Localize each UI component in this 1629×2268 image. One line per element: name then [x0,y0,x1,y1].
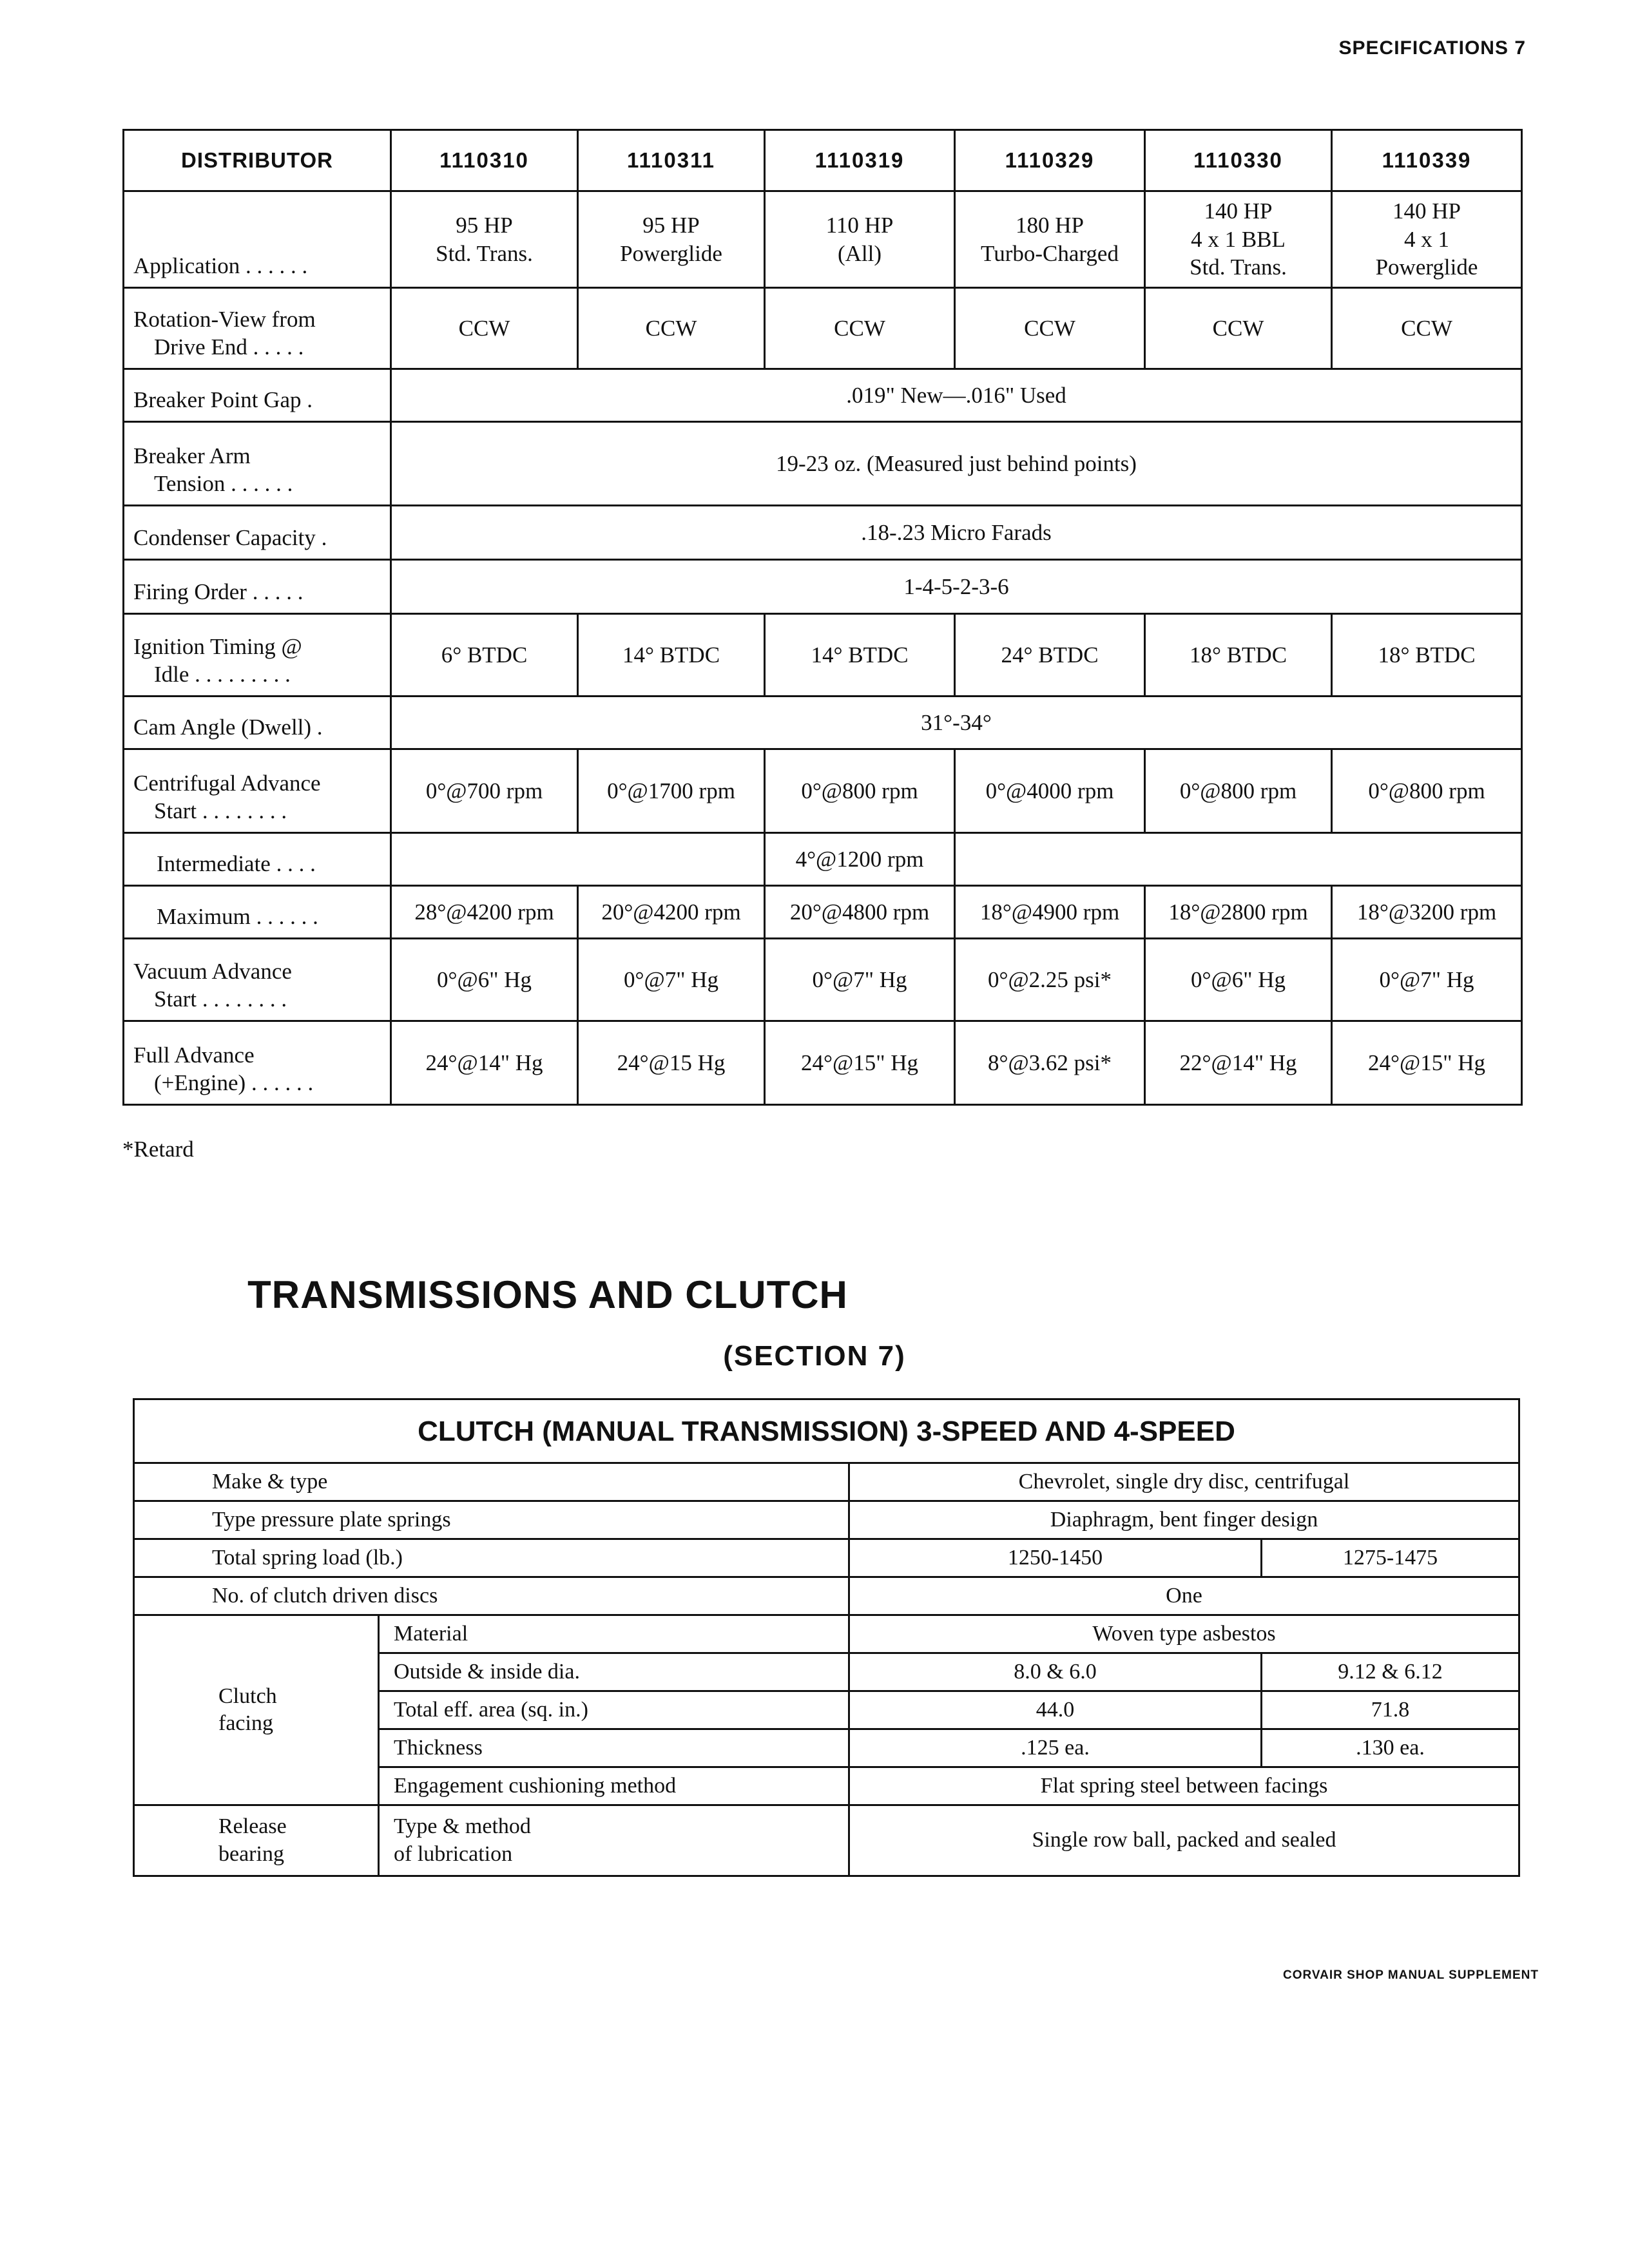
cell-ignition-4: 24° BTDC [955,614,1145,697]
cell-rotation-6: CCW [1332,288,1522,369]
cell-thickness-1: .125 ea. [849,1729,1262,1767]
row-label-vacuum-start: Vacuum Advance Start . . . . . . . . [124,939,391,1021]
table-row-application [124,191,1522,288]
table-row-firing-order [124,560,1522,614]
cell-intermediate: 4°@1200 rpm [765,833,955,886]
row-label-breaker-arm: Breaker Arm Tension . . . . . . [124,422,391,506]
page-header: SPECIFICATIONS 7 [1338,37,1526,59]
cell-vacuum-6: 0°@7" Hg [1332,939,1522,1021]
page-footer: CORVAIR SHOP MANUAL SUPPLEMENT [1282,1968,1539,1982]
row-label-centrifugal-start: Centrifugal Advance Start . . . . . . . . [124,749,391,833]
table-row-material [134,1615,1519,1653]
table-row-intermediate [124,833,1522,886]
section-subtitle: (SECTION 7) [723,1340,906,1372]
table-row-rotation [124,288,1522,369]
cell-application-2: 95 HP Powerglide [578,191,765,288]
cell-ignition-1: 6° BTDC [391,614,578,697]
row-label-condenser: Condenser Capacity . [124,506,391,560]
cell-full-advance-6: 24°@15" Hg [1332,1021,1522,1105]
clutch-title-row [134,1399,1519,1463]
cell-maximum-6: 18°@3200 rpm [1332,886,1522,939]
cell-spring-load-1: 1250-1450 [849,1539,1262,1577]
table-row-spring-load [134,1539,1519,1577]
table-row-maximum [124,886,1522,939]
row-label-firing-order: Firing Order . . . . . [124,560,391,614]
cell-rotation-5: CCW [1145,288,1332,369]
cell-maximum-5: 18°@2800 rpm [1145,886,1332,939]
cell-application-6: 140 HP 4 x 1 Powerglide [1332,191,1522,288]
cell-ignition-6: 18° BTDC [1332,614,1522,697]
cell-material: Woven type asbestos [849,1615,1519,1653]
column-header-1110339: 1110339 [1332,130,1522,191]
table-row-driven-discs [134,1577,1519,1615]
cell-application-1: 95 HP Std. Trans. [391,191,578,288]
row-label-diameter: Outside & inside dia. [379,1653,849,1691]
cell-vacuum-1: 0°@6" Hg [391,939,578,1021]
column-header-1110329: 1110329 [955,130,1145,191]
cell-ignition-5: 18° BTDC [1145,614,1332,697]
group-label-release-bearing: Release bearing [134,1805,379,1876]
cell-firing-order: 1-4-5-2-3-6 [391,560,1522,614]
row-label-spring-load: Total spring load (lb.) [134,1539,849,1577]
cell-rotation-2: CCW [578,288,765,369]
clutch-spec-table [133,1398,1520,1877]
cell-maximum-3: 20°@4800 rpm [765,886,955,939]
cell-maximum-2: 20°@4200 rpm [578,886,765,939]
row-label-full-advance: Full Advance (+Engine) . . . . . . [124,1021,391,1105]
cell-centrifugal-6: 0°@800 rpm [1332,749,1522,833]
table-row-make-type [134,1463,1519,1501]
cell-driven-discs: One [849,1577,1519,1615]
column-header-1110311: 1110311 [578,130,765,191]
cell-area-1: 44.0 [849,1691,1262,1729]
cell-application-4: 180 HP Turbo-Charged [955,191,1145,288]
cell-full-advance-1: 24°@14" Hg [391,1021,578,1105]
row-label-cam-angle: Cam Angle (Dwell) . [124,697,391,749]
cell-release-bearing: Single row ball, packed and sealed [849,1805,1519,1876]
row-label-driven-discs: No. of clutch driven discs [134,1577,849,1615]
cell-intermediate-empty-right [955,833,1522,886]
row-label-intermediate: Intermediate . . . . [124,833,391,886]
cell-rotation-1: CCW [391,288,578,369]
row-label-ignition-timing: Ignition Timing @ Idle . . . . . . . . . [124,614,391,697]
table-row-breaker-arm [124,422,1522,506]
table-row-pressure-springs [134,1501,1519,1539]
column-header-1110310: 1110310 [391,130,578,191]
cell-intermediate-empty-left [391,833,765,886]
cell-application-5: 140 HP 4 x 1 BBL Std. Trans. [1145,191,1332,288]
column-header-1110330: 1110330 [1145,130,1332,191]
group-label-clutch-facing: Clutch facing [134,1615,379,1805]
cell-maximum-1: 28°@4200 rpm [391,886,578,939]
table-row-full-advance [124,1021,1522,1105]
row-label-pressure-springs: Type pressure plate springs [134,1501,849,1539]
cell-diameter-2: 9.12 & 6.12 [1262,1653,1519,1691]
table-row-cam-angle [124,697,1522,749]
row-label-rotation: Rotation-View from Drive End . . . . . [124,288,391,369]
table-row-vacuum-start [124,939,1522,1021]
table-row-release-bearing [134,1805,1519,1876]
cell-full-advance-3: 24°@15" Hg [765,1021,955,1105]
cell-diameter-1: 8.0 & 6.0 [849,1653,1262,1691]
row-label-material: Material [379,1615,849,1653]
row-label-area: Total eff. area (sq. in.) [379,1691,849,1729]
table-row-condenser [124,506,1522,560]
cell-full-advance-4: 8°@3.62 psi* [955,1021,1145,1105]
retard-footnote: *Retard [122,1137,194,1162]
distributor-spec-table [122,129,1523,1106]
cell-cushioning: Flat spring steel between facings [849,1767,1519,1805]
cell-vacuum-2: 0°@7" Hg [578,939,765,1021]
table-row-ignition-timing [124,614,1522,697]
cell-cam-angle: 31°-34° [391,697,1522,749]
row-label-lubrication: Type & method of lubrication [379,1805,849,1876]
cell-full-advance-5: 22°@14" Hg [1145,1021,1332,1105]
cell-vacuum-3: 0°@7" Hg [765,939,955,1021]
cell-application-3: 110 HP (All) [765,191,955,288]
table-row-breaker-gap [124,369,1522,422]
cell-ignition-3: 14° BTDC [765,614,955,697]
cell-breaker-gap: .019" New—.016" Used [391,369,1522,422]
cell-ignition-2: 14° BTDC [578,614,765,697]
cell-condenser: .18-.23 Micro Farads [391,506,1522,560]
table-row-centrifugal-start [124,749,1522,833]
row-label-breaker-gap: Breaker Point Gap . [124,369,391,422]
cell-centrifugal-5: 0°@800 rpm [1145,749,1332,833]
row-label-thickness: Thickness [379,1729,849,1767]
row-label-make-type: Make & type [134,1463,849,1501]
cell-rotation-4: CCW [955,288,1145,369]
clutch-table-title: CLUTCH (MANUAL TRANSMISSION) 3-SPEED AND 4-SPEED [134,1399,1519,1463]
cell-make-type: Chevrolet, single dry disc, centrifugal [849,1463,1519,1501]
cell-centrifugal-3: 0°@800 rpm [765,749,955,833]
cell-centrifugal-4: 0°@4000 rpm [955,749,1145,833]
cell-spring-load-2: 1275-1475 [1262,1539,1519,1577]
table-header-row [124,130,1522,191]
cell-pressure-springs: Diaphragm, bent finger design [849,1501,1519,1539]
cell-thickness-2: .130 ea. [1262,1729,1519,1767]
row-label-application: Application . . . . . . [124,191,391,288]
cell-breaker-arm: 19-23 oz. (Measured just behind points) [391,422,1522,506]
cell-full-advance-2: 24°@15 Hg [578,1021,765,1105]
column-header-1110319: 1110319 [765,130,955,191]
cell-centrifugal-1: 0°@700 rpm [391,749,578,833]
cell-area-2: 71.8 [1262,1691,1519,1729]
cell-vacuum-5: 0°@6" Hg [1145,939,1332,1021]
row-label-cushioning: Engagement cushioning method [379,1767,849,1805]
cell-rotation-3: CCW [765,288,955,369]
row-label-maximum: Maximum . . . . . . [124,886,391,939]
cell-maximum-4: 18°@4900 rpm [955,886,1145,939]
section-title: TRANSMISSIONS AND CLUTCH [247,1273,848,1316]
column-header-distributor: DISTRIBUTOR [124,130,391,191]
cell-vacuum-4: 0°@2.25 psi* [955,939,1145,1021]
cell-centrifugal-2: 0°@1700 rpm [578,749,765,833]
